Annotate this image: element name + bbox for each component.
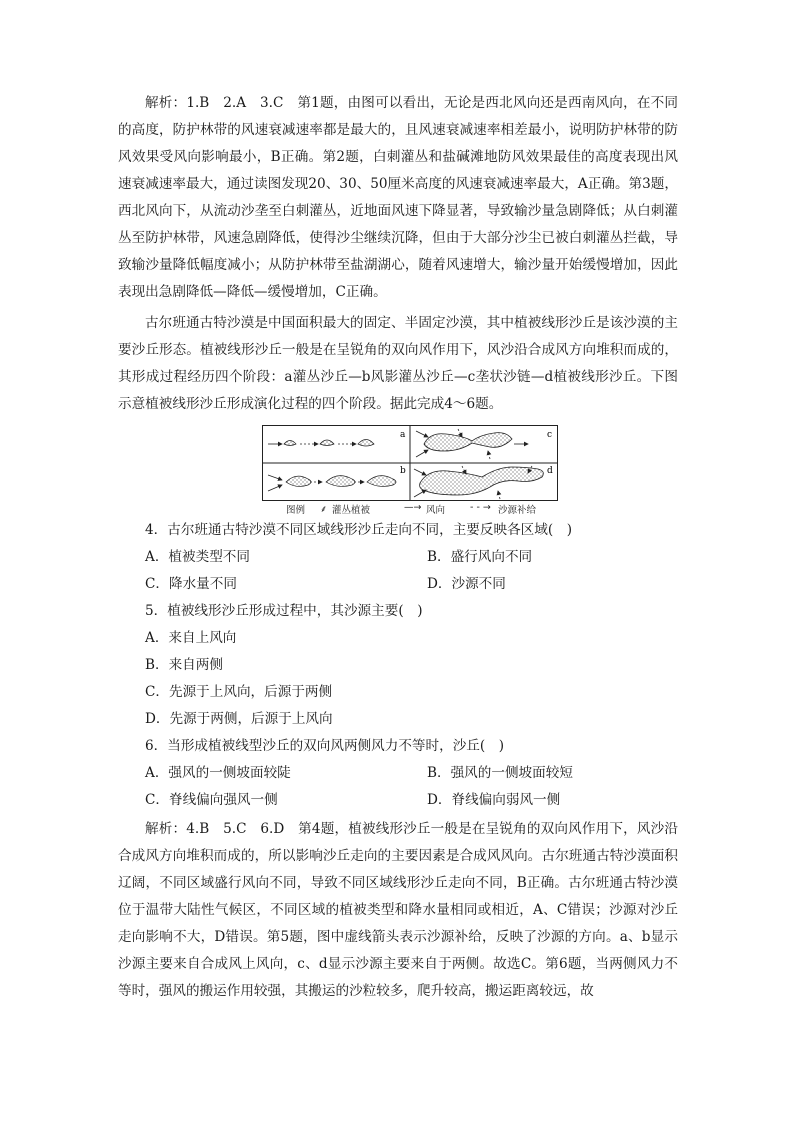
wind-arrow-icon: —→	[404, 502, 422, 513]
passage-intro: 古尔班通古特沙漠是中国面积最大的固定、半固定沙漠，其中植被线形沙丘是该沙漠的主要沙丘形态。植被线形沙丘一般是在呈锐角的双向风作用下，风沙沿合成风方向堆积而成的，其形成过程经历四个阶段：a灌丛沙丘—b风影灌丛沙丘—c垄状沙链—d植被线形沙丘。下图示意植被线形沙丘形成演化过程的四个阶段。据此完成4～6题。	[118, 315, 678, 412]
legend-title: 图例	[286, 505, 306, 516]
question-6-option-c: C．脊线偏向强风一侧	[145, 792, 278, 808]
question-4-option-c: C．降水量不同	[145, 576, 237, 592]
question-4-option-d: D．沙源不同	[427, 576, 506, 592]
question-5-option-b: B．来自两侧	[145, 657, 223, 673]
question-6-option-a: A．强风的一侧坡面较陡	[145, 765, 291, 781]
legend-wind: 风向	[426, 505, 446, 516]
question-5-option-c: C．先源于上风向，后源于两侧	[145, 684, 333, 700]
question-6-option-d: D．脊线偏向弱风一侧	[427, 792, 561, 808]
dashed-arrow-icon: - - →	[470, 502, 491, 513]
question-4-option-a: A．植被类型不同	[145, 549, 250, 565]
panel-label-c: c	[547, 430, 553, 440]
analysis-4-6: 解析：4.B 5.C 6.D 第4题，植被线形沙丘一般是在呈锐角的双向风作用下，风沙沿合成风方向堆积而成的，所以影响沙丘走向的主要因素是合成风风向。古尔班通古特沙漠面积辽阔，不同区域盛行风向不同，导致不同区域线形沙丘走向不同，B正确。古尔班通古特沙漠位于温带大陆性气候区，不同区域的植被类型和降水量相同或相近，A、C错误；沙源对沙丘走向影响不大，D错误。第5题，图中虚线箭头表示沙源补给，反映了沙源的方向。a、b显示沙源主要来自合成风上风向，c、d显示沙源主要来自于两侧。故选C。第6题，当两侧风力不等时，强风的搬运作用较强，其搬运的沙粒较多，爬升较高，搬运距离较远，故	[118, 821, 678, 999]
panel-label-a: a	[400, 430, 406, 440]
question-6-stem: 6．当形成植被线型沙丘的双向风两侧风力不等时，沙丘( )	[145, 738, 505, 754]
question-5-stem: 5．植被线形沙丘形成过程中，其沙源主要( )	[145, 603, 423, 619]
question-4-stem: 4．古尔班通古特沙漠不同区域线形沙丘走向不同，主要反映各区域( )	[145, 522, 573, 538]
vegetation-icon: ⸙	[320, 504, 328, 515]
analysis-1-3: 解析：1.B 2.A 3.C 第1题，由图可以看出，无论是西北风向还是西南风向，在不同的高度，防护林带的风速衰减速率都是最大的，且风速衰减速率相差最小，说明防护林带的防风效果受风向影响最小，B正确。第2题，白刺灌丛和盐碱滩地防风效果最佳的高度表现出风速衰减速率最大，通过读图发现20、30、50厘米高度的风速衰减速率最大，A正确。第3题，西北风向下，从流动沙垄至白刺灌丛，近地面风速下降显著，导致输沙量急剧降低；从白刺灌丛至防护林带，风速急剧降低，使得沙尘继续沉降，但由于大部分沙尘已被白刺灌丛拦截，导致输沙量降低幅度减小；从防护林带至盐湖湖心，随着风速增大，输沙量开始缓慢增加，因此表现出急剧降低—降低—缓慢增加，C正确。	[118, 95, 678, 300]
dune-evolution-figure	[262, 425, 558, 517]
question-5-option-a: A．来自上风向	[145, 630, 237, 646]
figure-legend	[262, 501, 558, 517]
panel-label-d: d	[547, 466, 553, 476]
legend-sand: 沙源补给	[498, 505, 537, 516]
question-4-option-b: B．盛行风向不同	[427, 549, 533, 565]
dune-diagram	[262, 425, 558, 503]
legend-vegetation: 灌丛植被	[332, 505, 371, 516]
panel-label-b: b	[400, 466, 406, 476]
question-5-option-d: D．先源于两侧，后源于上风向	[145, 711, 333, 727]
question-6-option-b: B．强风的一侧坡面较短	[427, 765, 573, 781]
